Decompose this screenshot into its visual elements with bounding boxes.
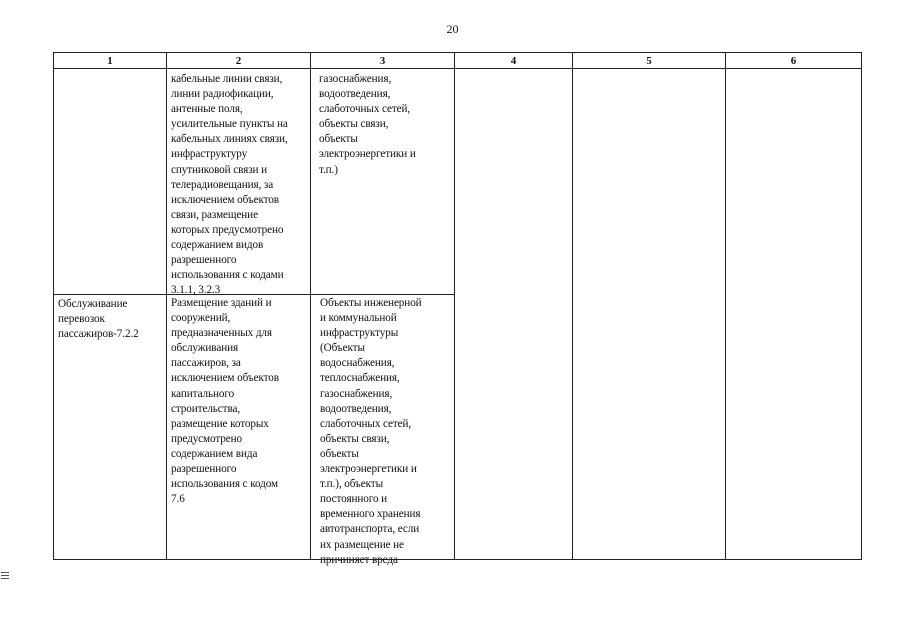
table-header-divider [53,68,862,69]
table-col-divider-4 [572,52,573,560]
column-header-3: 3 [379,55,386,67]
table-border-right [861,52,862,560]
row1-col3-cell: газоснабжения, водоотведения, слаботочных сетей, объекты связи, объекты электроэнергетики и т.п.) [319,73,416,176]
row1-col2-cell: кабельные линии связи, линии радиофикации, антенные поля, усилительные пункты на кабельных линиях связи, инфраструктуру спутниковой связи и телерадиовещания, за исключением объектов связи, размещение которых предусмотрено содержанием видов разрешенного использования с кодами 3.1.1, 3.2.3 [171,73,288,297]
column-header-2: 2 [235,55,242,67]
table-border-top [53,52,862,53]
row2-col3-cell: Объекты инженерной и коммунальной инфраструктуры (Объекты водоснабжения, теплоснабжения, газоснабжения, водоотведения, слаботочных сетей, объекты связи, объекты электроэнергетики и т.п.), объекты постоянного и временного хранения автотранспорта, если их размещение не причиняет вреда [320,297,422,566]
table-border-bottom [53,559,862,560]
column-header-6: 6 [790,55,797,67]
row2-col1-cell: Обслуживание перевозок пассажиров-7.2.2 [58,298,139,341]
column-header-5: 5 [646,55,652,67]
binding-margin-mark [1,572,9,581]
table-col-divider-2 [310,52,311,560]
page-number: 20 [446,22,459,36]
row2-col2-cell: Размещение зданий и сооружений, предназначенных для обслуживания пассажиров, за исключением объектов капитального строительства, размещение которых предусмотрено содержанием вида разрешенного использования с кодом 7.6 [171,297,279,506]
table-col-divider-1 [166,52,167,560]
table-col-divider-3 [454,52,455,560]
column-header-4: 4 [510,55,517,67]
table-border-left [53,52,54,560]
column-header-1: 1 [107,55,113,67]
table-col-divider-5 [725,52,726,560]
